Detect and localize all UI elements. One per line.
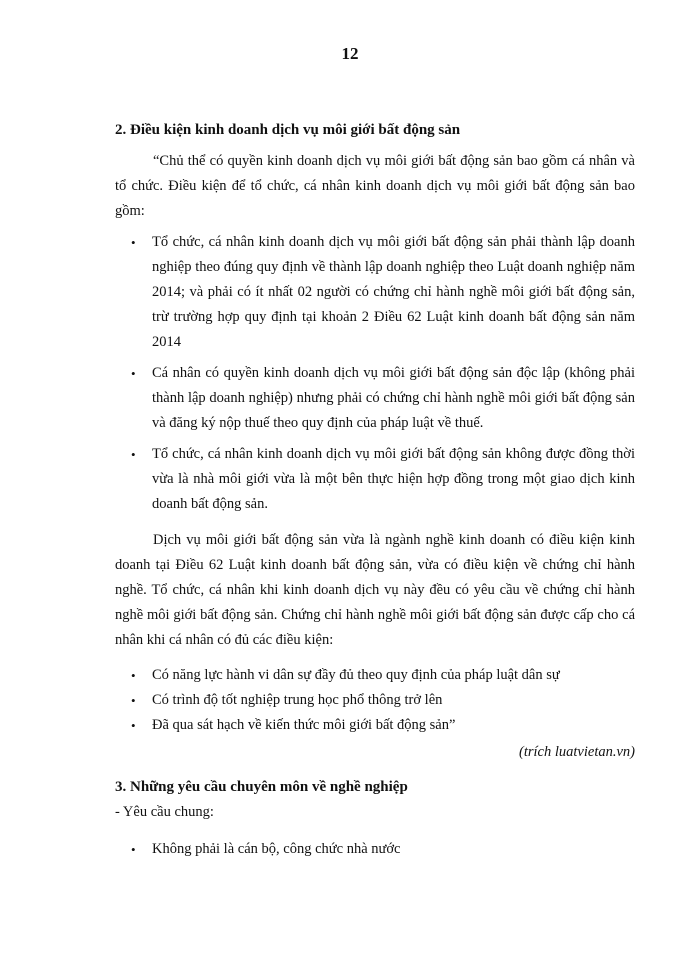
certificate-conditions-list xyxy=(115,663,635,738)
list-item xyxy=(115,361,635,436)
list-item-text: Cá nhân có quyền kinh doanh dịch vụ môi giới bất động sản độc lập (không phải thành lập doanh nghiệp) nhưng phải có chứng chỉ hành nghề môi giới bất động sản và đăng ký nộp thuế theo quy định của pháp luật về thuế. xyxy=(152,365,635,431)
bullet-icon: • xyxy=(131,693,136,708)
bullet-icon: • xyxy=(131,668,136,683)
bullet-icon: • xyxy=(131,235,136,250)
bullet-icon: • xyxy=(131,842,136,857)
bullet-icon: • xyxy=(131,366,136,381)
page-number: 12 xyxy=(341,44,359,63)
bullet-icon: • xyxy=(131,447,136,462)
list-item xyxy=(115,230,635,355)
section-2-heading: 2. Điều kiện kinh doanh dịch vụ môi giới bất động sản xyxy=(115,122,461,138)
list-item-text: Không phải là cán bộ, công chức nhà nước xyxy=(152,841,401,857)
document-body xyxy=(115,118,635,862)
list-item-text: Có năng lực hành vi dân sự đầy đủ theo quy định của pháp luật dân sự xyxy=(152,667,560,683)
list-item xyxy=(115,663,635,688)
list-item xyxy=(115,688,635,713)
list-item xyxy=(115,713,635,738)
list-item-text: Tổ chức, cá nhân kinh doanh dịch vụ môi giới bất động sản phải thành lập doanh nghiệp theo đúng quy định về thành lập doanh nghiệp theo Luật doanh nghiệp năm 2014; và phải có ít nhất 02 người có chứng chỉ hành nghề môi giới bất động sản, trừ trường hợp quy định tại khoản 2 Điều 62 Luật kinh doanh bất động sản năm 2014 xyxy=(152,234,635,350)
bullet-icon: • xyxy=(131,718,136,733)
section-3-subheading: - Yêu cầu chung: xyxy=(115,804,214,820)
list-item-text: Có trình độ tốt nghiệp trung học phổ thông trở lên xyxy=(152,692,443,708)
source-citation: (trích luatvietan.vn) xyxy=(519,744,635,760)
section-2-intro: “Chủ thể có quyền kinh doanh dịch vụ môi giới bất động sản bao gồm cá nhân và tổ chức. Điều kiện để tổ chức, cá nhân kinh doanh dịch vụ môi giới bất động sản bao gồm: xyxy=(115,153,635,219)
list-item-text: Đã qua sát hạch về kiến thức môi giới bất động sản” xyxy=(152,717,456,733)
list-item xyxy=(115,837,635,862)
general-requirements-list xyxy=(115,837,635,862)
enterprise-conditions-list xyxy=(115,230,635,517)
list-item-text: Tổ chức, cá nhân kinh doanh dịch vụ môi giới bất động sản không được đồng thời vừa là nhà môi giới vừa là một bên thực hiện hợp đồng trong một giao dịch kinh doanh bất động sản. xyxy=(152,446,635,512)
section-2-paragraph: Dịch vụ môi giới bất động sản vừa là ngành nghề kinh doanh có điều kiện kinh doanh tại Điều 62 Luật kinh doanh bất động sản, vừa có điều kiện về chứng chỉ hành nghề. Tổ chức, cá nhân khi kinh doanh dịch vụ này đều có yêu cầu về chứng chỉ hành nghề môi giới bất động sản. Chứng chỉ hành nghề môi giới bất động sản được cấp cho cá nhân khi cá nhân có đủ các điều kiện: xyxy=(115,532,635,648)
list-item xyxy=(115,442,635,517)
section-3-heading: 3. Những yêu cầu chuyên môn về nghề nghiệp xyxy=(115,779,408,795)
